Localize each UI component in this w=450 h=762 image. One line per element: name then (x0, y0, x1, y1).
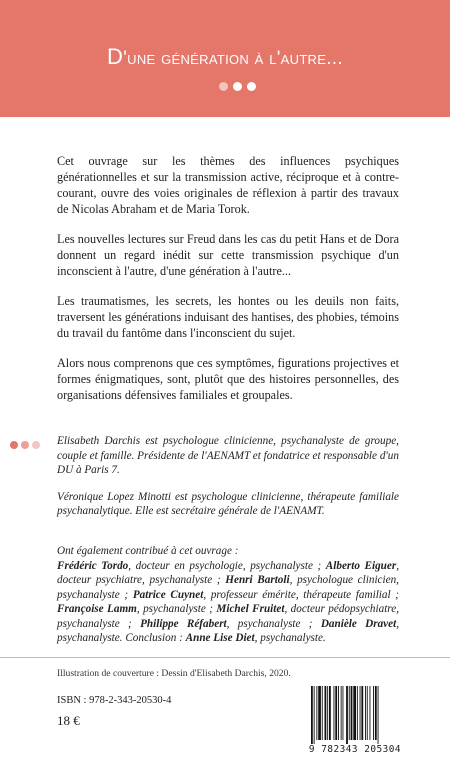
contributors-list (57, 559, 399, 646)
author-bio (57, 490, 399, 519)
price-text: 18 € (57, 713, 80, 728)
author-description: est psychologue clinicienne, psychanalyste de groupe, couple et famille. Présidente de l'AENAMT et fondatrice et responsable d'un DU à Paris 7. (57, 435, 399, 476)
author-bios (57, 434, 399, 531)
dot-icon (233, 82, 242, 91)
dot-icon (10, 441, 18, 449)
contributor-name: Alberto Eiguer (325, 559, 397, 572)
contributor-name: Henri Bartoli (225, 574, 290, 586)
divider (0, 657, 450, 658)
summary-text (57, 153, 399, 417)
contributor-desc: , psychanalyste ; (136, 603, 217, 615)
barcode-number: 9 782343 205304 (308, 744, 402, 755)
contributor-desc: , docteur en psychologie, psychanalyste ; (128, 559, 326, 572)
contributor-desc: , psychologue clinicien, psychanalyste ; (57, 574, 399, 601)
barcode-icon (309, 686, 401, 746)
dot-icon (21, 441, 29, 449)
contributor-desc: , psychanalyste ; (226, 617, 321, 630)
cover-credit: Illustration de couverture : Dessin d'Elisabeth Darchis, 2020. (57, 668, 291, 679)
contributor-desc: , psychanalyste. (254, 632, 326, 644)
contributor-name: Anne Lise Diet (185, 632, 255, 644)
dot-icon (32, 441, 40, 449)
contributors-intro: Ont également contribué à cet ouvrage : (57, 545, 239, 557)
summary-paragraph: Les traumatismes, les secrets, les hontes ou les deuils non faits, traversent les générations induisant des hantises, des phobies, témoins du travail du fantôme dans l'inconscient du sujet. (57, 294, 399, 340)
author-name: Véronique Lopez Minotti (57, 490, 171, 503)
author-description: est psychologue clinicienne, thérapeute familiale psychanalytique. Elle est secrétaire générale de l'AENAMT. (57, 490, 400, 517)
summary-paragraph: Alors nous comprenons que ces symptômes, figurations projectives et formes énigmatiques, sont, plutôt que des histoires personnelles, des organisations défensives familiales et groupales. (57, 356, 399, 402)
author-bio (57, 434, 399, 478)
contributor-desc: , docteur pédopsychiatre, psychanalyste ; (57, 603, 400, 630)
contributor-name: Danièle Dravet (320, 617, 397, 630)
summary-paragraph: Les nouvelles lectures sur Freud dans les cas du petit Hans et de Dora donnent un regard inédit sur cette transmission psychique d'un inconscient à l'autre, d'une génération à l'autre... (57, 232, 399, 278)
contributor-name: Michel Fruitet (216, 603, 285, 615)
dot-icon (247, 82, 256, 91)
contributor-name: Françoise Lamm (57, 603, 137, 615)
isbn-text: ISBN : 978-2-343-20530-4 (57, 695, 172, 706)
contributor-name: Patrice Cuynet (132, 588, 204, 601)
contributor-name: Philippe Réfabert (140, 617, 227, 630)
contributor-desc: , professeur émérite, thérapeute familial ; (203, 588, 400, 601)
cover-title (0, 44, 450, 70)
header-band (0, 0, 450, 117)
section-dots (10, 441, 40, 449)
dot-icon (219, 82, 228, 91)
title-first-letter: D (107, 44, 124, 69)
author-name: Elisabeth Darchis (57, 435, 141, 447)
contributors-block (57, 544, 399, 646)
title-dots (219, 82, 256, 91)
summary-paragraph: Cet ouvrage sur les thèmes des influences psychiques générationnelles et sur la transmission active, réciproque et à contre-courant, ouvre des voies originales de réflexion à partir des travaux de Nicolas Abraham et de Maria Torok. (57, 154, 399, 216)
contributor-desc: , psychanalyste. Conclusion : (57, 617, 400, 644)
contributor-name: Frédéric Tordo (57, 559, 129, 572)
title-rest: 'une génération à l'autre... (123, 48, 343, 69)
contributor-desc: , docteur psychiatre, psychanalyste ; (57, 559, 400, 586)
